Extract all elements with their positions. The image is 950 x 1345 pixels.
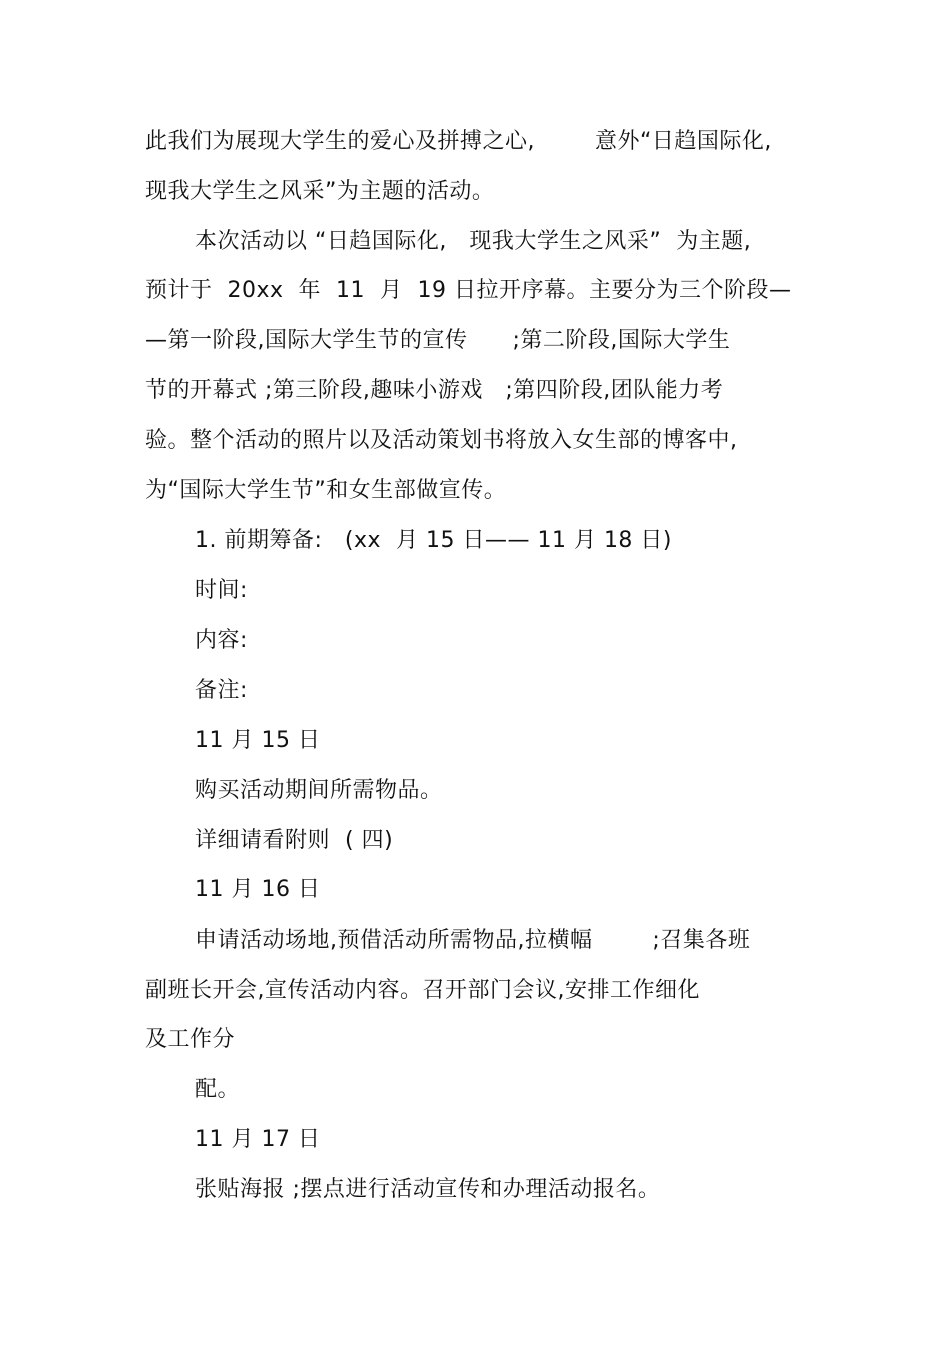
paragraph-line: 为“国际大学生节”和女生部做宣传。 [145,478,507,503]
paragraph-line: 申请活动场地,预借活动所需物品,拉横幅 ;召集各班 [195,928,751,953]
paragraph-line: 副班长开会,宣传活动内容。召开部门会议,安排工作细化 [145,978,700,1003]
paragraph-line: 及工作分 [145,1027,236,1052]
paragraph-line: 此我们为展现大学生的爱心及拼搏之心, 意外“日趋国际化, [145,129,772,154]
date-line: 11 月 16 日 [195,877,321,902]
paragraph-line: 购买活动期间所需物品。 [195,778,443,803]
paragraph-line: 张贴海报 ;摆点进行活动宣传和办理活动报名。 [195,1177,661,1202]
field-label-notes: 备注: [195,678,248,703]
paragraph-line: —第一阶段,国际大学生节的宣传 ;第二阶段,国际大学生 [145,328,731,353]
paragraph-line: 现我大学生之风采”为主题的活动。 [145,179,495,204]
date-line: 11 月 17 日 [195,1127,321,1152]
date-line: 11 月 15 日 [195,728,321,753]
field-label-content: 内容: [195,628,248,653]
paragraph-line: 预计于 20xx 年 11 月 19 日拉开序幕。主要分为三个阶段— [145,278,792,303]
paragraph-line: 配。 [195,1077,241,1102]
paragraph-line: 本次活动以 “日趋国际化, 现我大学生之风采” 为主题, [195,229,752,254]
field-label-time: 时间: [195,578,248,603]
paragraph-line: 详细请看附则 ( 四) [195,828,394,853]
paragraph-line: 验。整个活动的照片以及活动策划书将放入女生部的博客中, [145,428,738,453]
section-heading: 1. 前期筹备: (xx 月 15 日—— 11 月 18 日) [195,528,673,553]
paragraph-line: 节的开幕式 ;第三阶段,趣味小游戏 ;第四阶段,团队能力考 [145,378,724,403]
